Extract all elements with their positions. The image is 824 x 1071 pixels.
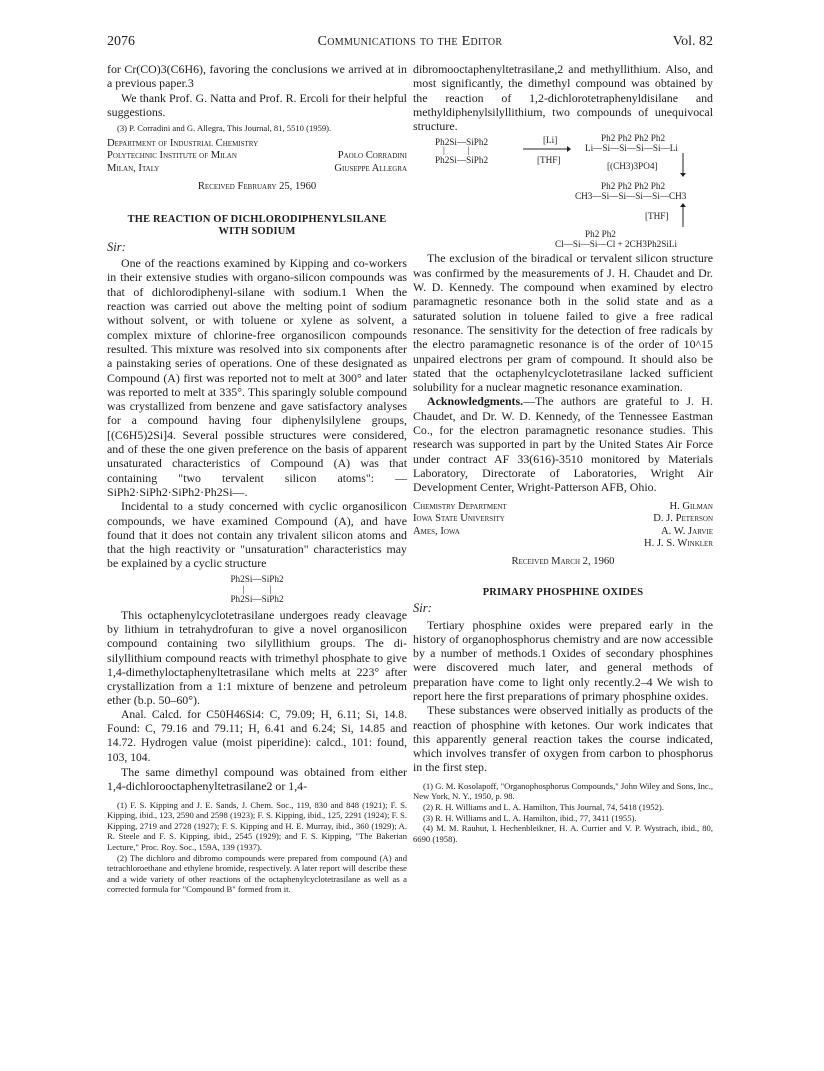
article-title-line: WITH SODIUM bbox=[218, 225, 296, 237]
ring-bonds: | | bbox=[443, 145, 470, 156]
author-name: Giuseppe Allegra bbox=[334, 162, 407, 174]
reaction-scheme bbox=[413, 133, 713, 251]
paragraph: dibromooctaphenyltetrasilane,2 and methyllithium. Also, and most significantly, the dimethyl compound was obtained by the reaction of 1,2-dichlorotetraphenyldisilane and methyldiphenylsilyllithium, two compounds of unequivocal structure. bbox=[413, 62, 713, 134]
paragraph: This octaphenylcyclotetrasilane undergoes ready cleavage by lithium in tetrahydrofuran to give a novel organosilicon compound containing two silyllithium groups. The di-silyllithium compound reacts with trimethyl phosphate to give 1,4-dimethyloctaphenyltetrasilane which melts at 223° after crystallization from a 1:1 mixture of benzene and petroleum ether (b.p. 50–60°). bbox=[107, 607, 407, 708]
footnote: (4) M. M. Rauhut, I. Hechenbleikner, H. A. Currier and V. P. Wystrach, ibid., 80, 6690 (1958). bbox=[413, 823, 713, 844]
footnote: (3) P. Corradini and G. Allegra, This Journal, 81, 5510 (1959). bbox=[117, 123, 332, 134]
affiliation-line: Department of Industrial Chemistry bbox=[107, 137, 259, 149]
affiliation-line: Iowa State University bbox=[413, 513, 505, 525]
footnote: (3) R. H. Williams and L. A. Hamilton, ibid., 77, 3411 (1955). bbox=[423, 812, 637, 823]
left-column bbox=[107, 62, 407, 895]
reagent-label: [(CH3)3PO4] bbox=[607, 161, 658, 172]
journal-section-title: Communications to the Editor bbox=[317, 34, 503, 49]
structure-bonds: | | bbox=[242, 583, 272, 594]
author-name: H. J. S. Winkler bbox=[643, 538, 713, 550]
running-header bbox=[107, 34, 713, 52]
paragraph: for Cr(CO)3(C6H6), favoring the conclusions we arrived at in a previous paper.3 bbox=[107, 62, 407, 91]
footnote: (1) F. S. Kipping and J. E. Sands, J. Chem. Soc., 119, 830 and 848 (1921); F. S. Kipping, ibid., 123, 2590 and 2598 (1923); F. S. Kipping, ibid., 125, 2291 (1924); F. S. Kipping, 2719 and 2728 (1927); F. S. Kipping and H. E. Murray, ibid., 360 (1929); A. R. Steele and F. S. Kipping, ibid., 2545 (1929); and F. S. Kipping, "The Bakerian Lecture," Proc. Roy. Soc., 159A, 139 (1937). bbox=[107, 799, 407, 852]
footnote: (1) G. M. Kosolapoff, "Organophosphorus Compounds," John Wiley and Sons, Inc., New York, N. Y., 1950, p. 98. bbox=[413, 780, 713, 802]
structure-line: Ph2Si—SiPh2 bbox=[230, 593, 284, 604]
structure-line: Ph2Si—SiPh2 bbox=[230, 573, 284, 584]
reaction-arrow bbox=[679, 203, 687, 227]
reaction-arrow bbox=[679, 153, 687, 177]
volume-label: Vol. 82 bbox=[672, 34, 713, 49]
affiliation-block bbox=[107, 138, 407, 176]
acknowledgments bbox=[413, 394, 713, 494]
affiliation-line: Polytechnic Institute of Milan bbox=[107, 150, 237, 162]
reagent-label: [Li] bbox=[543, 135, 558, 146]
affiliation-block bbox=[413, 501, 713, 551]
product-formula: CH3—Si—Si—Si—Si—CH3 bbox=[575, 191, 687, 202]
article-title bbox=[107, 214, 407, 238]
substituent-line: Ph2 Ph2 Ph2 Ph2 bbox=[601, 133, 666, 144]
right-column bbox=[413, 62, 713, 844]
reagent-label: [THF] bbox=[537, 155, 561, 166]
footnote: (2) R. H. Williams and L. A. Hamilton, This Journal, 74, 5418 (1952). bbox=[423, 801, 664, 812]
article-title: PRIMARY PHOSPHINE OXIDES bbox=[482, 587, 644, 599]
author-name: H. Gilman bbox=[669, 500, 713, 512]
paragraph: We thank Prof. G. Natta and Prof. R. Ercoli for their helpful suggestions. bbox=[107, 90, 407, 119]
reaction-arrow bbox=[523, 145, 571, 153]
article-title-line: THE REACTION OF DICHLORODIPHENYLSILANE bbox=[127, 213, 387, 225]
ring-top: Ph2Si—SiPh2 bbox=[435, 137, 489, 148]
paragraph: Incidental to a study concerned with cyclic organosilicon compounds, we have examined Compound (A), and have found that it does not contain any trivalent silicon atoms and that the high reactivity or "unsaturation" characteristics may be explained by a cyclic structure bbox=[107, 499, 407, 571]
substituent-line: Ph2 Ph2 bbox=[585, 229, 616, 240]
reagent-label: [THF] bbox=[645, 211, 669, 222]
product-formula: Li—Si—Si—Si—Si—Li bbox=[585, 143, 678, 154]
footnote: (2) The dichloro and dibromo compounds were prepared from compound (A) and tetrachloroethane and ethylene bromide, respectively. A later report will describe these and a wide variety of other reactions of the octaphenylcyclotetrasilane as well as a corrected formula for "Compound B" formed from it. bbox=[107, 852, 407, 895]
paragraph: One of the reactions examined by Kipping and co-workers in their extensive studies with organo-silicon compounds was that of dichlorodiphenyl-silane with sodium.1 When the reaction was carried out above the melting point of sodium without solvent, or with toluene or xylene as solvent, a complex mixture of chlorine-free organosilicon compounds resulted. This mixture was resolved into six components after a painstaking series of operations. One of these designated as Compound (A) first was reported not to melt at 300° and later was reported to melt at 335°. This sparingly soluble compound was crystallized from benzene and gave satisfactory analyses for a compound having four diphenylsilylene groups, [(C6H5)2Si]4. Several possible structures were considered, and of these the one given preference on the basis of apparent unsaturated characteristics of Compound (A) was that containing "two tervalent silicon atoms": —SiPh2·SiPh2·SiPh2·Ph2Si—. bbox=[107, 256, 407, 499]
substituent-line: Ph2 Ph2 Ph2 Ph2 bbox=[601, 181, 666, 192]
author-name: D. J. Peterson bbox=[653, 513, 713, 525]
ring-bottom: Ph2Si—SiPh2 bbox=[435, 155, 489, 166]
received-date: Received March 2, 1960 bbox=[511, 555, 615, 567]
author-name: A. W. Jarvie bbox=[660, 525, 713, 537]
received-date: Received February 25, 1960 bbox=[197, 180, 317, 192]
paragraph: Tertiary phosphine oxides were prepared early in the history of organophosphorus chemistry and are now accessible by a number of methods.1 Oxides of secondary phosphines were discovered much later, and general methods of preparation have come to light only recently.2–4 We wish to report here the first preparations of primary phosphine oxides. bbox=[413, 617, 713, 703]
cyclic-structure bbox=[107, 574, 407, 604]
ack-text: —The authors are grateful to J. H. Chaudet, and Dr. W. D. Kennedy, of the Tennessee Eastman Co., for the electron paramagnetic resonance studies. This research was supported in part by the United States Air Force under contract AF 33(616)-3510 monitored by Materials Laboratory, Directorate of Laboratories, Wright Air Development Center, Wright-Patterson AFB, Ohio. bbox=[413, 394, 713, 495]
reactant-formula: Cl—Si—Si—Cl + 2CH3Ph2SiLi bbox=[555, 239, 678, 250]
salutation: Sir: bbox=[413, 601, 432, 616]
ack-label: Acknowledgments. bbox=[427, 394, 524, 409]
paragraph: The same dimethyl compound was obtained from either 1,4-dichlorooctaphenyltetrasilane2 or 1,4- bbox=[107, 764, 407, 794]
paragraph: The exclusion of the biradical or tervalent silicon structure was confirmed by the measurements of J. H. Chaudet and Dr. W. D. Kennedy. The compound when examined by electro paramagnetic resonance both in the solid state and as a saturated solution in toluene failed to give a free radical resonance. The sensitivity for the detection of free radicals by the electro paramagnetic resonance is of the order of 10^15 unpaired electrons per gram of compound. It should also be stated that the octaphenylcyclotetrasilane lacked sufficient solubility for a nuclear magnetic resonance examination. bbox=[413, 251, 713, 395]
analysis-paragraph: Anal. Calcd. for C50H46Si4: C, 79.09; H, 6.11; Si, 14.8. Found: C, 79.16 and 79.11; H, 6.41 and 6.24; Si, 14.85 and 14.72. Hydrogen value (moist piperidine): calcd., 101: found, 103, 104. bbox=[107, 707, 407, 764]
paragraph: These substances were observed initially as products of the reaction of phosphine with ketones. Our work indicates that this apparently general reaction takes the course indicated, which involves transfer of oxygen from carbon to phosphorus in the first step. bbox=[413, 703, 713, 775]
page-number: 2076 bbox=[107, 34, 135, 49]
affiliation-line: Chemistry Department bbox=[413, 500, 507, 512]
salutation: Sir: bbox=[107, 239, 126, 254]
author-name: Paolo Corradini bbox=[337, 150, 407, 162]
affiliation-line: Milan, Italy bbox=[107, 162, 160, 174]
affiliation-line: Ames, Iowa bbox=[413, 525, 460, 537]
